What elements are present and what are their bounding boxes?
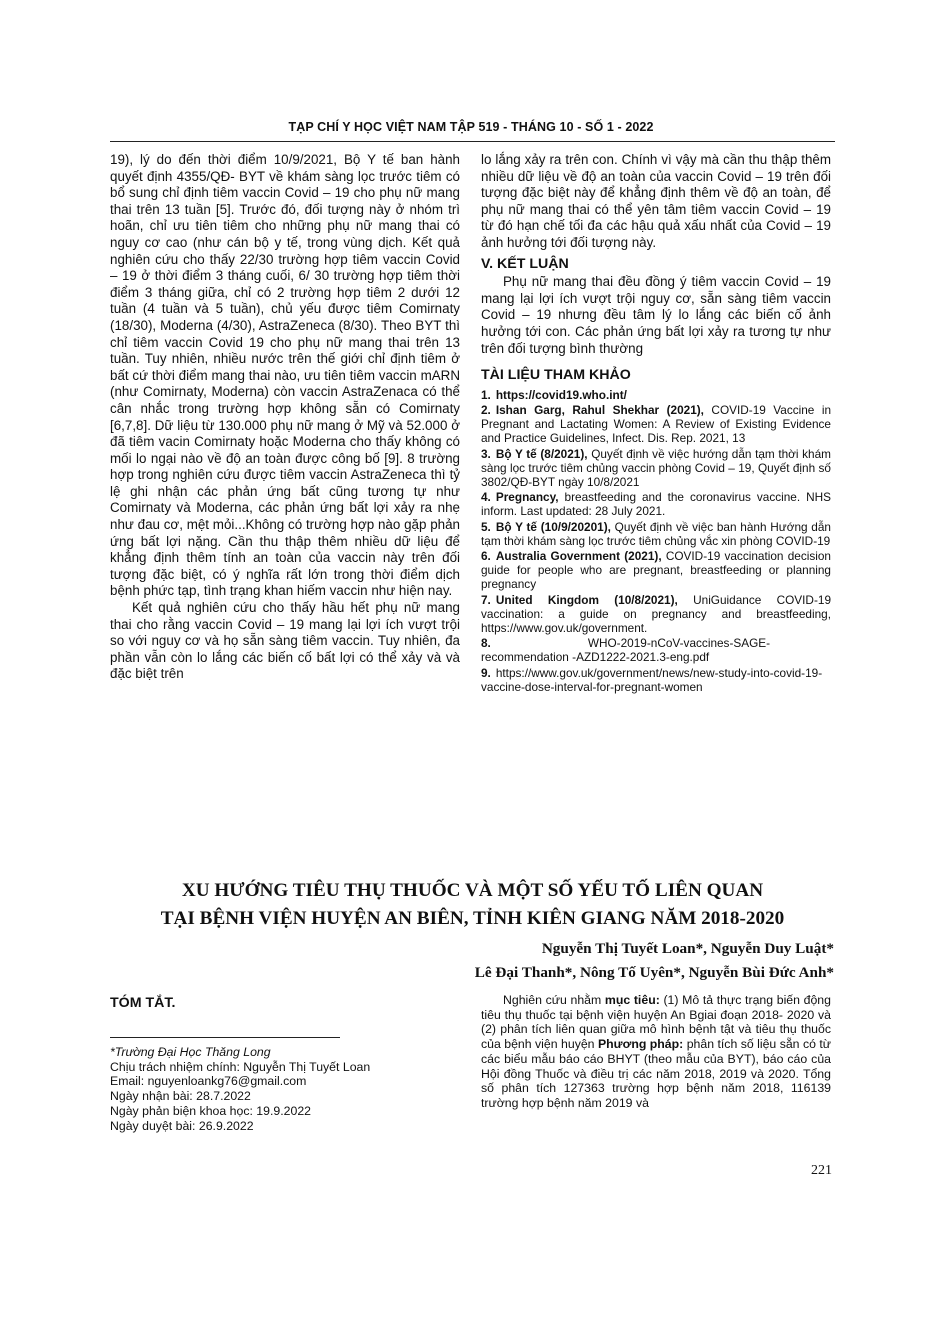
footnote-accepted: Ngày duyệt bài: 26.9.2022 <box>110 1118 254 1133</box>
method-label: Phương pháp: <box>597 1037 684 1052</box>
left-column <box>110 152 460 683</box>
left-paragraph-2: Kết quả nghiên cứu cho thấy hầu hết phụ nữ mang thai cho rằng vaccin Covid – 19 mang lại lợi ích vượt trội so với nguy cơ và họ sẵn sàng tiêm vaccin. Tuy nhiên, đa phần vẫn còn lo lắng các biến cố bất lợi có thể xảy và và đặc biệt trên <box>110 600 460 682</box>
footnote-reviewed: Ngày phản biện khoa học: 19.9.2022 <box>110 1103 312 1118</box>
journal-header: TẠP CHÍ Y HỌC VIỆT NAM TẬP 519 - THÁNG 10 - SỐ 1 - 2022 <box>288 120 654 134</box>
left-paragraph-1: 19), lý do đến thời điểm 10/9/2021, Bộ Y tế ban hành quyết định 4355/QĐ- BYT về khám sàng lọc trước tiêm có bổ sung chỉ định tiêm vaccin Covid – 19 cho phụ nữ mang thai trên 13 tuần [5]. Trước đó, đối tượng này ở nhóm trì hoãn, chỉ ưu tiên tiêm cho những phụ nữ mang thai có nguy cơ cao (như cán bộ y tế, trong vùng dịch. Kết quả nghiên cứu cho thấy 22/30 trường hợp tiêm vaccin Covid – 19 ở thời điểm 3 tháng cuối, 6/ 30 trường hợp tiêm thời điểm 3 tháng giữa, chỉ có 2 trường hợp tiêm 2 dưới 12 tuần (4 tuần và 5 tuần), chủ yếu được tiêm Comirnaty (18/30), Moderna (4/30), AstraZeneca (8/30). Theo BYT thì chỉ tiêm vaccin Covid 19 cho phụ nữ mang thai trên 13 tuần. Tuy nhiên, nhiều nước trên thế giới chỉ định tiêm ở bất cứ thời điểm mang thai nào, ưu tiên tiêm vaccin mARN (như Comirnaty, Moderna) còn vaccin AstraZenaca có thể cân nhắc trong trường hợp không sẵn có Comirnaty [6,7,8]. Dữ liệu từ 130.000 phụ nữ mang ở Mỹ và 52.000 ở đã tiêm vacin Comirnaty hoặc Moderna cho thấy không có mối lo ngại nào về độ an toàn được công bố [9]. 8 trường hợp trong nghiên cứu được tiêm vaccin AstraZeneca thì tỷ lệ ghi nhận các phản ứng bất cũng tương tự như Comirnaty và Moderna, các phản ứng bất lợi xảy ra nhẹ như đau cơ, mệt mỏi...Không có trường hợp nào gặp phản ứng bất lợi nặng. Cần thu thập thêm nhiều dữ liệu để khẳng định thêm tính an toàn của vaccin này trên đối tượng đặc biệt, có ý nghĩa rất lớn trong thời điểm dịch bệnh phức tạp, tình trạng khan hiếm vaccin như hiện nay. <box>110 152 460 599</box>
abstract <box>481 993 831 1111</box>
reference-link[interactable]: https://covid19.who.int/ <box>495 387 627 402</box>
footnote-rule <box>110 1037 340 1038</box>
authors <box>475 937 834 985</box>
reference-item: 6. Australia Government (2021), COVID-19 vaccination decision guide for people who are pregnant, breastfeeding or planning pregnancy <box>481 548 831 592</box>
reference-item: 5. Bộ Y tế (10/9/20201), Quyết định về việc ban hành Hướng dẫn tạm thời khám sàng lọc trước tiêm chủng vắc xin phòng COVID-19 <box>481 519 831 548</box>
reference-link[interactable]: https://www.gov.uk/government/news/new-study-into-covid-19-vaccine-dose-interval-for-pregnant-women <box>481 665 823 694</box>
article-title <box>110 877 835 933</box>
article-title-line-1: XU HƯỚNG TIÊU THỤ THUỐC VÀ MỘT SỐ YẾU TỐ LIÊN QUAN <box>181 880 764 901</box>
footnote-corresponding: Chịu trách nhiệm chính: Nguyễn Thị Tuyết Loan <box>110 1059 371 1074</box>
objective-label: mục tiêu: <box>604 993 660 1007</box>
page-number: 221 <box>811 1163 832 1178</box>
conclusion-text: Phụ nữ mang thai đều đồng ý tiêm vaccin Covid – 19 mang lại lợi ích vượt trội nguy cơ, sẵn sàng tiêm vaccin Covid – 19 nhưng đều tâm lý lo lắng các biến cố ảnh hưởng tới con. Các phản ứng bất lợi xảy ra tương tự như trên đối tượng bình thường <box>481 274 831 356</box>
reference-item: 9. https://www.gov.uk/government/news/new-study-into-covid-19-vaccine-dose-interval-for-pregnant-women <box>481 665 823 694</box>
reference-item: 3. Bộ Y tế (8/2021), Quyết định về việc hướng dẫn tạm thời khám sàng lọc trước tiêm chủng vaccin phòng Covid – 19, Quyết định số 3802/QĐ-BYT ngày 10/8/2021 <box>481 446 831 489</box>
reference-item: 4. Pregnancy, breastfeeding and the coronavirus vaccine. NHS inform. Last updated: 28 July 2021. <box>481 490 831 519</box>
references-heading: TÀI LIỆU THAM KHẢO <box>481 367 631 384</box>
reference-link[interactable]: WHO-2019-nCoV-vaccines-SAGE-recommendation -AZD1222-2021.3-eng.pdf <box>481 636 771 665</box>
article-title-line-2: TẠI BỆNH VIỆN HUYỆN AN BIÊN, TỈNH KIÊN GIANG NĂM 2018-2020 <box>160 908 785 929</box>
footnotes <box>110 1045 460 1133</box>
reference-item: 1. https://covid19.who.int/ <box>481 387 627 402</box>
footnote-affiliation: *Trường Đại Học Thăng Long <box>110 1045 271 1059</box>
right-column <box>481 152 831 695</box>
summary-heading: TÓM TẮT. <box>110 995 176 1011</box>
abstract-paragraph: Nghiên cứu nhằm mục tiêu: (1) Mô tả thực trạng biến động tiêu thụ thuốc tại bệnh viện huyện An Bgiai đoạn 2018- 2020 và (2) phân tích liên quan giữa mô hình bệnh tật và tiêu thụ thuốc của bệnh viện huyện Phương pháp: phân tích số liệu sẵn có từ các biểu mẫu báo cáo BHYT (theo mẫu của BYT), báo cáo của Hội đồng Thuốc và điều trị các năm 2018, 2019 và 2020. Tổng số phân tích 127363 trường hợp bệnh năm 2018, 116139 trường hợp bệnh năm 2019 và <box>481 993 832 1110</box>
reference-item: 8. WHO-2019-nCoV-vaccines-SAGE-recommendation -AZD1222-2021.3-eng.pdf <box>481 636 771 665</box>
footnote-email[interactable]: Email: nguyenloankg76@gmail.com <box>110 1074 307 1089</box>
authors-line-2: Lê Đại Thanh*, Nông Tố Uyên*, Nguyễn Bùi Đức Anh* <box>474 964 834 981</box>
conclusion-heading: V. KẾT LUẬN <box>481 255 569 272</box>
references-list <box>481 388 831 694</box>
reference-item: 2. Ishan Garg, Rahul Shekhar (2021), COVID-19 Vaccine in Pregnant and Lactating Women: A Review of Existing Evidence and Practice Guidelines, Infect. Dis. Rep. 2021, 13 <box>481 402 832 446</box>
right-paragraph-1: lo lắng xảy ra trên con. Chính vì vậy mà cần thu thập thêm nhiều dữ liệu về độ an toàn của vaccin Covid – 19 trên đối tượng đặc biệt này để khẳng định thêm về độ an toàn, để phụ nữ mang thai có thể yên tâm tiêm vaccin Covid – 19 từ đó hạn chế tối đa các hậu quả xấu nhất của Covid – 19 ảnh hưởng tới đối tượng này. <box>481 152 831 250</box>
header-rule <box>110 141 835 142</box>
reference-item: 7. United Kingdom (10/8/2021), UniGuidance COVID-19 vaccination: a guide on pregnancy and breastfeeding, https://www.gov.uk/government. <box>481 592 831 635</box>
authors-line-1: Nguyễn Thị Tuyết Loan*, Nguyễn Duy Luật* <box>541 940 834 957</box>
footnote-received: Ngày nhận bài: 28.7.2022 <box>110 1089 251 1104</box>
